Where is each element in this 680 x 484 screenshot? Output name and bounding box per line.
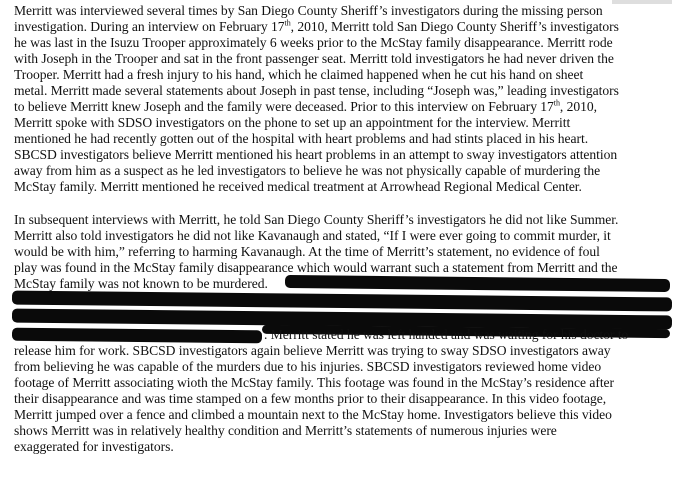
p2-line-11: Merritt jumped over a fence and climbed a mountain next to the McStay home. Investigators believe this video	[14, 407, 612, 422]
p1-line-2: investigation. During an interview on February 17th, 2010, Merritt told San Diego County Sheriff’s investigators	[14, 18, 619, 34]
redaction-bar	[285, 275, 670, 292]
p1-line-1: Merritt was interviewed several times by San Diego County Sheriff’s investigators during the missing person	[14, 3, 603, 18]
redaction-bar	[12, 328, 262, 344]
p2-line-1: In subsequent interviews with Merritt, he told San Diego County Sheriff’s investigators he did not like Summer.	[14, 212, 619, 227]
scan-edge-artifact	[612, 0, 672, 4]
p1-line-6: metal. Merritt made several statements about Joseph in past tense, including “Joseph was,” leading investigators	[14, 83, 619, 98]
p2-line-2: Merritt also told investigators he did not like Kavanaugh and stated, “If I were ever going to commit murder, it	[14, 228, 611, 243]
p1-line-12: McStay family. Merritt mentioned he received medical treatment at Arrowhead Regional Medical Center.	[14, 179, 582, 194]
p2-line-3: would be with him,” referring to harming Kavanaugh. At the time of Merritt’s statement, no evidence of foul	[14, 244, 600, 259]
p1-line-3: he was last in the Isuzu Trooper approximately 6 weeks prior to the McStay family disappearance. Merritt rode	[14, 35, 613, 50]
p2-line-9: footage of Merritt associating wioth the McStay family. This footage was found in the McStay’s residence after	[14, 375, 615, 390]
p2-line-12: shows Merritt was in relatively healthy condition and Merritt’s statements of numerous injuries were	[14, 423, 557, 438]
p1-line-5: Trooper. Merritt had a fresh injury to his hand, which he claimed happened when he cut his hand on sheet	[14, 67, 584, 82]
p1-line-10: SBCSD investigators believe Merritt mentioned his heart problems in an attempt to sway investigators attention	[14, 147, 618, 162]
p2-line-10: their disappearance and was time stamped on a few months prior to their disappearance. In this video footage,	[14, 391, 607, 406]
p2-line-4: play was found in the McStay family disappearance which would warrant such a statement from Merritt and the	[14, 260, 618, 275]
p1-line-9: mentioned he had recently gotten out of the hospital with heart problems and had stints placed in his heart.	[14, 131, 589, 146]
p2-line-6: . Merritt stated he was left handed and was waiting for his doctor to	[264, 327, 629, 342]
redaction-bar	[12, 291, 672, 312]
p1-line-4: with Joseph in the Trooper and sat in the front passenger seat. Merritt told investigators he had never driven the	[14, 51, 614, 66]
p1-line-7: to believe Merritt knew Joseph and the family were deceased. Prior to this interview on February 17th, 2010,	[14, 98, 597, 114]
p2-line-8: from believing he was capable of the murders due to his injuries. SBCSD investigators reviewed home video	[14, 359, 602, 374]
p1-line-11: away from him as a suspect as he led investigators to believe he was not physically capable of murdering the	[14, 163, 601, 178]
p2-line-7: release him for work. SBCSD investigators again believe Merritt was trying to sway SDSO investigators away	[14, 343, 611, 358]
p1-line-8: Merritt spoke with SDSO investigators on the phone to set up an appointment for the interview. Merritt	[14, 115, 571, 130]
p2-line-13: exaggerated for investigators.	[14, 439, 174, 454]
p2-line-5: McStay family was not known to be murdered.	[14, 276, 268, 291]
